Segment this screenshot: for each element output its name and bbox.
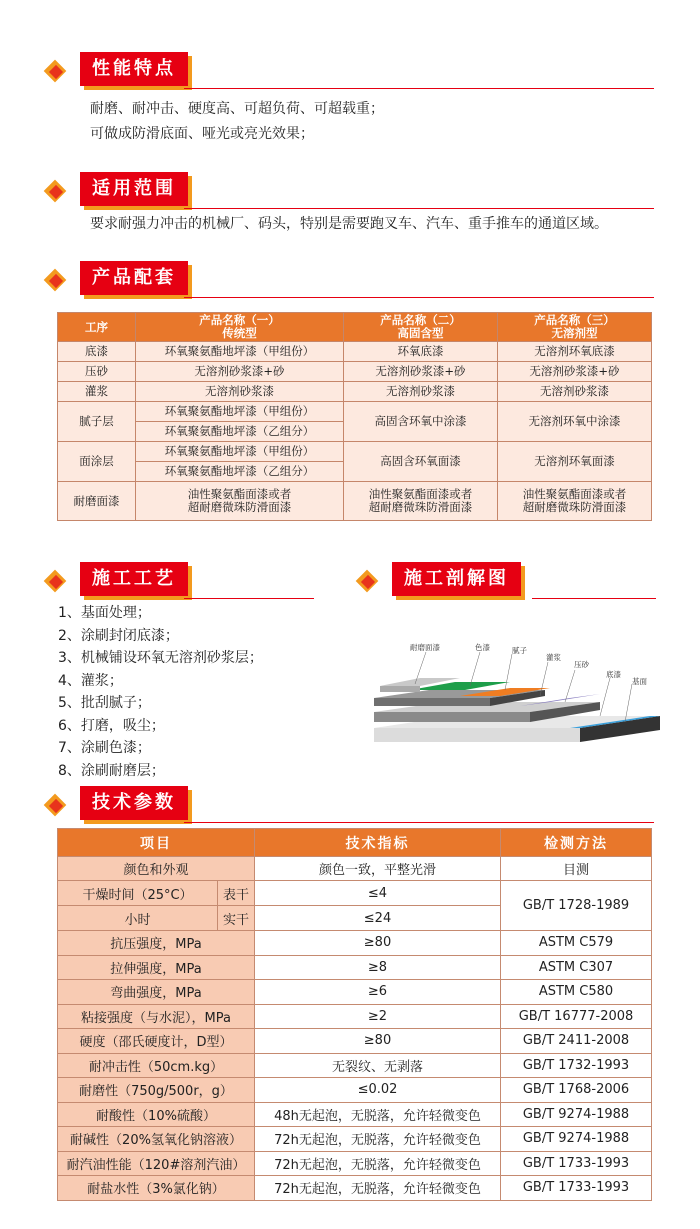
diamond-icon — [44, 180, 66, 202]
table-row — [58, 1102, 652, 1127]
param-name: 粘接强度（与水泥），MPa — [58, 1004, 255, 1029]
param-method: ASTM C579 — [501, 931, 652, 956]
list-item: 3、机械铺设环氧无溶剂砂浆层； — [58, 650, 263, 666]
table-row — [58, 1053, 652, 1078]
param-value: 72h无起泡，无脱落，允许轻微变色 — [255, 1176, 501, 1201]
table-cell: 无溶剂环氧中涂漆 — [498, 402, 652, 442]
section-title: 施工剖解图 — [392, 562, 521, 596]
table-cell: 无溶剂砂浆漆 — [136, 382, 344, 402]
param-value: 72h无起泡，无脱落，允许轻微变色 — [255, 1127, 501, 1152]
param-value: ≤24 — [255, 906, 501, 931]
section-title: 适用范围 — [80, 172, 188, 206]
param-name: 拉伸强度，MPa — [58, 955, 255, 980]
table-row — [58, 857, 652, 881]
param-value: ≥80 — [255, 931, 501, 956]
table-cell: 油性聚氨酯面漆或者 超耐磨微珠防滑面漆 — [344, 482, 498, 521]
param-table — [57, 828, 652, 1201]
divider — [184, 297, 654, 298]
table-row — [58, 482, 652, 521]
table-cell: 压砂 — [58, 362, 136, 382]
table-row — [58, 955, 652, 980]
table-row — [58, 402, 652, 422]
table-cell: 底漆 — [58, 342, 136, 362]
table-header-row — [58, 829, 652, 857]
section-process-header — [44, 562, 314, 602]
param-name: 小时 — [58, 906, 218, 931]
param-name: 硬度（邵氏硬度计，D型） — [58, 1029, 255, 1054]
header-cell: 产品名称（二） 高固含型 — [344, 313, 498, 342]
param-method: GB/T 1733-1993 — [501, 1176, 652, 1201]
table-cell: 高固含环氧面漆 — [344, 442, 498, 482]
table-row — [58, 1004, 652, 1029]
section-title: 技术参数 — [80, 786, 188, 820]
divider — [184, 598, 314, 599]
param-method: GB/T 1728-1989 — [501, 881, 652, 931]
diagram-label: 腻子 — [512, 646, 527, 655]
param-value: 48h无起泡，无脱落，允许轻微变色 — [255, 1102, 501, 1127]
product-table — [57, 312, 652, 521]
table-cell: 环氧聚氨酯地坪漆（乙组分） — [136, 422, 344, 442]
scope-text: 要求耐强力冲击的机械厂、码头，特别是需要跑叉车、汽车、重手推车的通道区域。 — [90, 216, 608, 232]
table-cell: 无溶剂砂浆漆+砂 — [498, 362, 652, 382]
divider — [532, 598, 656, 599]
table-cell: 腻子层 — [58, 402, 136, 442]
param-method: GB/T 9274-1988 — [501, 1102, 652, 1127]
header-cell: 产品名称（一） 传统型 — [136, 313, 344, 342]
features-line-2: 可做成防滑底面、哑光或亮光效果； — [90, 126, 314, 142]
header-cell: 技术指标 — [255, 829, 501, 857]
param-name: 颜色和外观 — [58, 857, 255, 881]
table-cell: 环氧聚氨酯地坪漆（乙组分） — [136, 462, 344, 482]
param-name: 耐磨性（750g/500r，g） — [58, 1078, 255, 1103]
list-item: 7、涂刷色漆； — [58, 740, 151, 756]
section-products-header — [44, 261, 654, 301]
table-row — [58, 382, 652, 402]
list-item: 2、涂刷封闭底漆； — [58, 627, 179, 644]
param-value: 颜色一致，平整光滑 — [255, 857, 501, 881]
param-method: GB/T 1732-1993 — [501, 1053, 652, 1078]
param-method: GB/T 1733-1993 — [501, 1151, 652, 1176]
table-cell: 无溶剂砂浆漆+砂 — [344, 362, 498, 382]
header-cell: 产品名称（三） 无溶剂型 — [498, 313, 652, 342]
table-row — [58, 442, 652, 462]
param-name: 耐酸性（10%硫酸） — [58, 1102, 255, 1127]
param-name: 弯曲强度，MPa — [58, 980, 255, 1005]
list-item: 8、涂刷耐磨层； — [58, 762, 165, 779]
header-cell: 工序 — [58, 313, 136, 342]
divider — [184, 822, 654, 823]
table-cell: 环氧聚氨酯地坪漆（甲组份） — [136, 402, 344, 422]
diagram-label: 色漆 — [475, 643, 490, 652]
param-method: ASTM C307 — [501, 955, 652, 980]
diagram-label: 底漆 — [606, 670, 621, 679]
param-method: ASTM C580 — [501, 980, 652, 1005]
param-value: ≤0.02 — [255, 1078, 501, 1103]
diagram-label: 灌浆 — [546, 653, 561, 662]
table-cell: 环氧聚氨酯地坪漆（甲组份） — [136, 442, 344, 462]
table-cell: 灌浆 — [58, 382, 136, 402]
list-item: 6、打磨，吸尘； — [58, 717, 165, 734]
section-diagram-header — [356, 562, 656, 602]
table-cell: 环氧聚氨酯地坪漆（甲组份） — [136, 342, 344, 362]
table-row — [58, 980, 652, 1005]
diamond-icon — [44, 60, 66, 82]
table-row — [58, 931, 652, 956]
table-cell: 无溶剂环氧底漆 — [498, 342, 652, 362]
param-method: GB/T 2411-2008 — [501, 1029, 652, 1054]
param-value: 无裂纹、无剥落 — [255, 1053, 501, 1078]
section-scope-header — [44, 172, 654, 212]
table-cell: 无溶剂砂浆漆 — [344, 382, 498, 402]
header-cell: 项目 — [58, 829, 255, 857]
table-row — [58, 1029, 652, 1054]
floor-layer-diagram — [370, 632, 660, 752]
diagram-label: 压砂 — [574, 660, 589, 669]
param-name: 抗压强度，MPa — [58, 931, 255, 956]
table-cell: 无溶剂砂浆漆+砂 — [136, 362, 344, 382]
param-value: ≥80 — [255, 1029, 501, 1054]
param-sub: 实干 — [218, 906, 255, 931]
param-value: ≥2 — [255, 1004, 501, 1029]
diamond-icon — [44, 269, 66, 291]
table-cell: 油性聚氨酯面漆或者 超耐磨微珠防滑面漆 — [498, 482, 652, 521]
section-title: 施工工艺 — [80, 562, 188, 596]
table-row — [58, 1151, 652, 1176]
param-name: 干燥时间（25°C） — [58, 881, 218, 906]
list-item: 4、灌浆； — [58, 672, 123, 689]
divider — [184, 88, 654, 89]
table-cell: 面涂层 — [58, 442, 136, 482]
table-cell: 环氧底漆 — [344, 342, 498, 362]
table-cell: 耐磨面漆 — [58, 482, 136, 521]
table-cell: 无溶剂环氧面漆 — [498, 442, 652, 482]
param-name: 耐碱性（20%氢氧化钠溶液） — [58, 1127, 255, 1152]
diamond-icon — [356, 570, 378, 592]
list-item: 5、批刮腻子； — [58, 695, 151, 711]
param-sub: 表干 — [218, 881, 255, 906]
param-value: ≤4 — [255, 881, 501, 906]
table-cell: 油性聚氨酯面漆或者 超耐磨微珠防滑面漆 — [136, 482, 344, 521]
diagram-label: 耐磨面漆 — [410, 643, 440, 652]
param-value: ≥6 — [255, 980, 501, 1005]
section-title: 产品配套 — [80, 261, 188, 295]
table-cell: 无溶剂砂浆漆 — [498, 382, 652, 402]
param-method: GB/T 9274-1988 — [501, 1127, 652, 1152]
param-value: 72h无起泡，无脱落，允许轻微变色 — [255, 1151, 501, 1176]
table-row — [58, 881, 652, 906]
diamond-icon — [44, 794, 66, 816]
table-header-row — [58, 313, 652, 342]
section-params-header — [44, 786, 654, 826]
section-title: 性能特点 — [80, 52, 188, 86]
param-method: GB/T 1768-2006 — [501, 1078, 652, 1103]
table-row — [58, 362, 652, 382]
param-method: 目测 — [501, 857, 652, 881]
list-item: 1、基面处理； — [58, 605, 151, 621]
table-row — [58, 1176, 652, 1201]
divider — [184, 208, 654, 209]
param-name: 耐汽油性能（120#溶剂汽油） — [58, 1151, 255, 1176]
param-value: ≥8 — [255, 955, 501, 980]
section-features-header — [44, 52, 654, 92]
diamond-icon — [44, 570, 66, 592]
table-row — [58, 1127, 652, 1152]
table-row — [58, 1078, 652, 1103]
param-name: 耐冲击性（50cm.kg） — [58, 1053, 255, 1078]
param-name: 耐盐水性（3%氯化钠） — [58, 1176, 255, 1201]
header-cell: 检测方法 — [501, 829, 652, 857]
param-method: GB/T 16777-2008 — [501, 1004, 652, 1029]
table-cell: 高固含环氧中涂漆 — [344, 402, 498, 442]
table-row — [58, 342, 652, 362]
features-line-1: 耐磨、耐冲击、硬度高、可超负荷、可超载重； — [90, 101, 384, 117]
process-steps — [58, 602, 263, 782]
diagram-label: 基面 — [632, 677, 647, 686]
